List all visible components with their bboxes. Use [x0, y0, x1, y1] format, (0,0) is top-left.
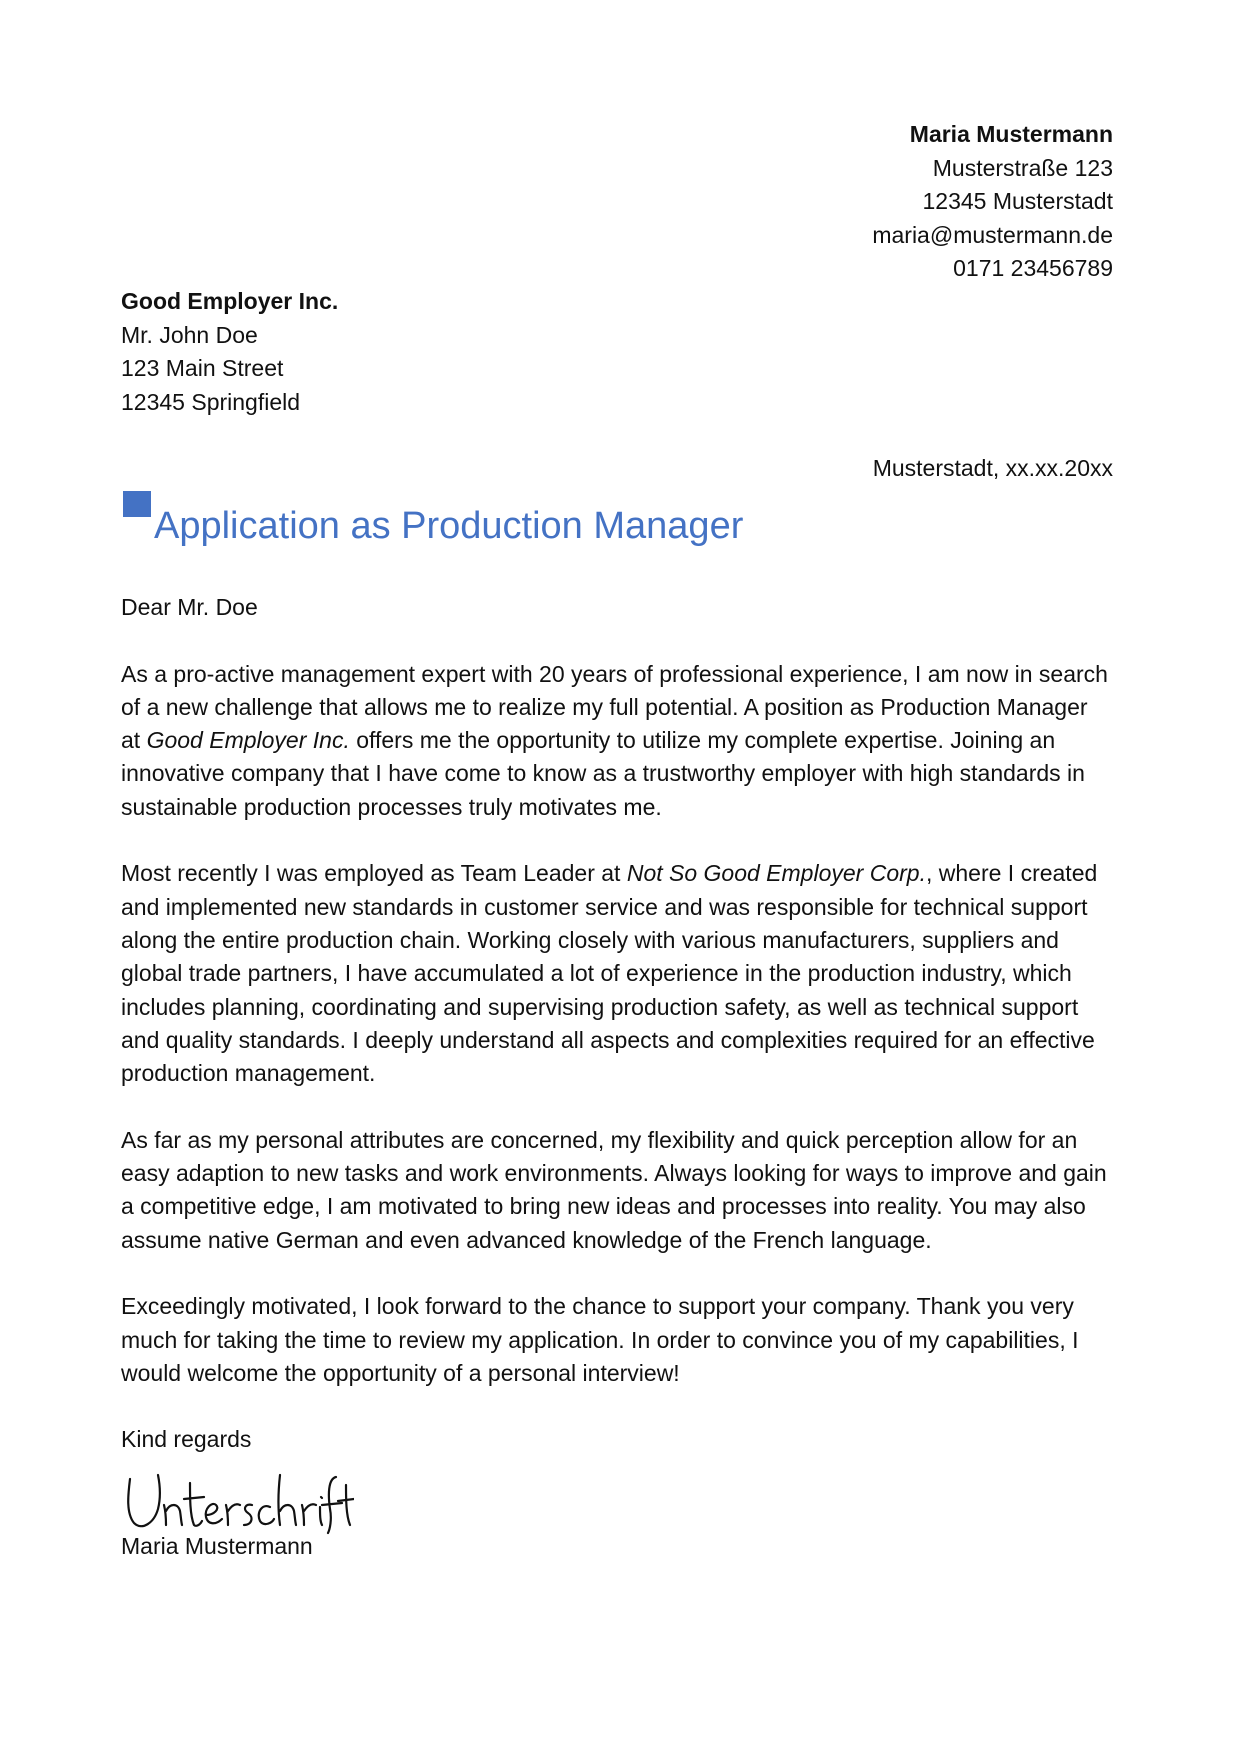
paragraph-4: Exceedingly motivated, I look forward to the chance to support your company. Thank you very much for taking the time to review my application. In order to convince you of my capabilities, I would welcome the opportunity of a personal interview! [121, 1293, 1079, 1386]
paragraph-2 [121, 857, 1111, 1090]
recipient-contact: Mr. John Doe [121, 321, 258, 348]
recipient-company: Good Employer Inc. [121, 288, 339, 314]
recipient-address-block [121, 285, 338, 419]
paragraph-1-part-a: As a pro-active management expert with 20 years of professional experience, I am now in search of a new challenge that allows me to realize my full potential. A position as Production Manager at [121, 660, 1108, 754]
sender-address-block [872, 118, 1113, 286]
sender-city: 12345 Musterstadt [922, 188, 1113, 215]
paragraph-1-part-b: offers me the opportunity to utilize my complete expertise. Joining an innovative company that I have come to know as a trustworthy employer with high standards in sustainable production processes truly motivates me. [121, 727, 1085, 820]
sender-phone: 0171 23456789 [953, 255, 1113, 282]
recipient-city: 12345 Springfield [121, 388, 301, 415]
paragraph-2-company: Not So Good Employer Corp. [626, 860, 926, 887]
salutation: Dear Mr. Doe [121, 594, 258, 620]
paragraph-3: As far as my personal attributes are concerned, my flexibility and quick perception allow for an easy adaption to new tasks and work environments. Always looking for ways to improve and gain a competitive edge, I am motivated to bring new ideas and processes into reality. You may also assume native German and even advanced knowledge of the French language. [121, 1126, 1107, 1253]
paragraph-2-part-a: Most recently I was employed as Team Leader at [121, 860, 627, 887]
subject-marker-icon [123, 491, 151, 517]
sender-street: Musterstraße 123 [932, 154, 1113, 181]
sender-name: Maria Mustermann [909, 121, 1113, 147]
paragraph-1 [121, 658, 1111, 824]
place-date: Musterstadt, xx.xx.20xx [872, 455, 1113, 481]
sender-email: maria@mustermann.de [872, 221, 1113, 248]
signer-name: Maria Mustermann [121, 1533, 313, 1559]
closing: Kind regards [121, 1426, 252, 1452]
paragraph-1-company: Good Employer Inc. [146, 727, 350, 754]
subject-heading: Application as Production Manager [154, 505, 744, 547]
paragraph-2-part-b: , where I created and implemented new standards in customer service and was responsible for technical support along the entire production chain. Working closely with various manufacturers, suppliers and global trade partners, I have accumulated a lot of experience in the production industry, which includes planning, coordinating and supervising production safety, as well as technical support and quality standards. I deeply understand all aspects and complexities required for an effective production management. [121, 860, 1098, 1087]
signature-icon [124, 1465, 354, 1535]
recipient-street: 123 Main Street [121, 355, 284, 382]
letter-body [121, 591, 1111, 1423]
